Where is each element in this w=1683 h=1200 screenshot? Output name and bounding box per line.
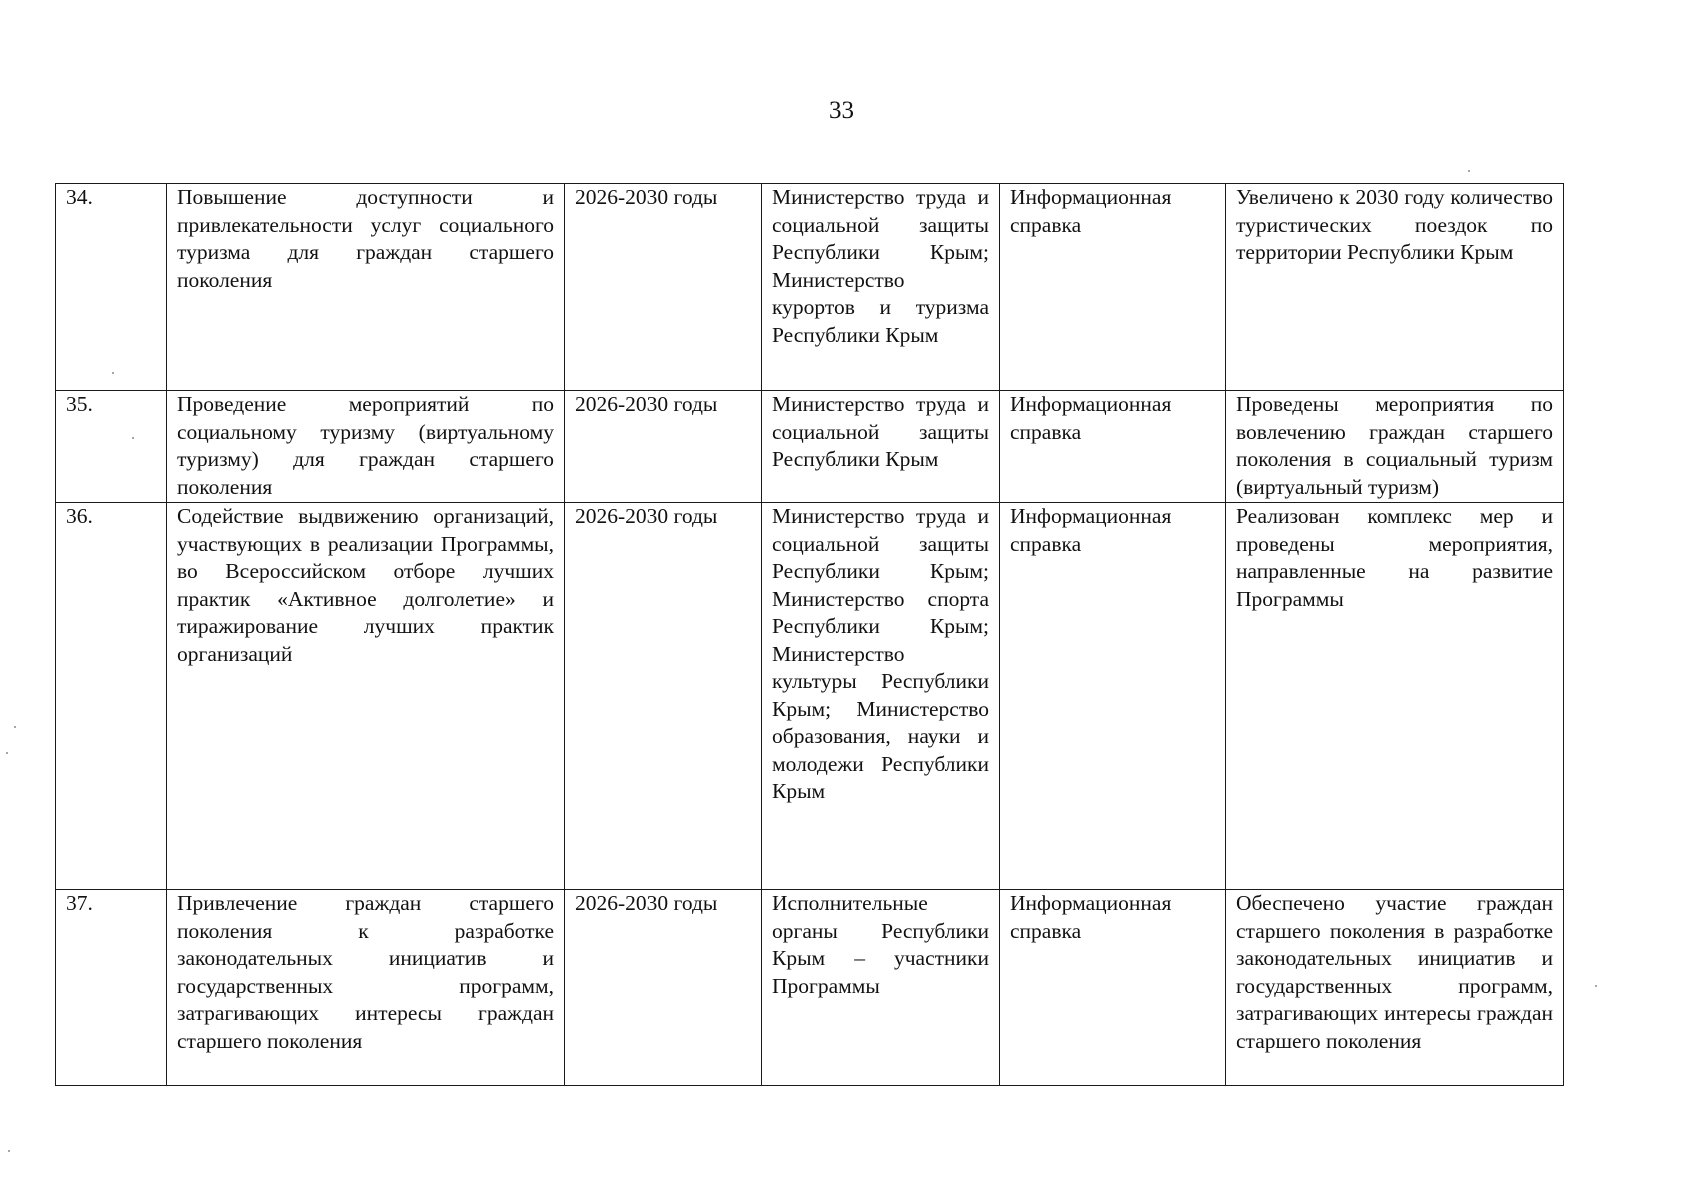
period-cell: 2026-2030 годы	[565, 503, 762, 890]
expected-result-cell: Реализован комплекс мер и проведены мероприятия, направленные на развитие Программы	[1226, 503, 1564, 890]
row-number-cell: 34.	[56, 184, 167, 391]
measure-name-cell: Содействие выдвижению организаций, участвующих в реализации Программы, во Всероссийском отборе лучших практик «Активное долголетие» и тиражирование лучших практик организаций	[167, 503, 565, 890]
report-form-cell: Информационная справка	[1000, 890, 1226, 1086]
scan-speck	[8, 1150, 10, 1152]
table-row	[56, 503, 1564, 890]
expected-result-cell: Увеличено к 2030 году количество туристических поездок по территории Республики Крым	[1226, 184, 1564, 391]
row-number-cell: 36.	[56, 503, 167, 890]
scan-speck	[1468, 170, 1470, 172]
scan-speck	[112, 372, 114, 374]
executors-cell: Министерство труда и социальной защиты Республики Крым	[762, 391, 1000, 503]
report-form-cell: Информационная справка	[1000, 391, 1226, 503]
scan-speck	[1595, 985, 1597, 987]
scan-speck	[14, 726, 16, 728]
measure-name-cell: Привлечение граждан старшего поколения к разработке законодательных инициатив и государственных программ, затрагивающих интересы граждан старшего поколения	[167, 890, 565, 1086]
measure-name-cell: Проведение мероприятий по социальному туризму (виртуальному туризму) для граждан старшего поколения	[167, 391, 565, 503]
scan-speck	[6, 752, 8, 754]
row-number-cell: 35.	[56, 391, 167, 503]
measures-table	[55, 183, 1564, 1086]
report-form-cell: Информационная справка	[1000, 184, 1226, 391]
row-number-cell: 37.	[56, 890, 167, 1086]
period-cell: 2026-2030 годы	[565, 391, 762, 503]
period-cell: 2026-2030 годы	[565, 184, 762, 391]
table-row	[56, 184, 1564, 391]
expected-result-cell: Проведены мероприятия по вовлечению граждан старшего поколения в социальный туризм (виртуальный туризм)	[1226, 391, 1564, 503]
measure-name-cell: Повышение доступности и привлекательности услуг социального туризма для граждан старшего поколения	[167, 184, 565, 391]
executors-cell: Исполнительные органы Республики Крым – участники Программы	[762, 890, 1000, 1086]
executors-cell: Министерство труда и социальной защиты Республики Крым; Министерство курортов и туризма Республики Крым	[762, 184, 1000, 391]
period-cell: 2026-2030 годы	[565, 890, 762, 1086]
executors-cell: Министерство труда и социальной защиты Республики Крым; Министерство спорта Республики Крым; Министерство культуры Республики Крым; Министерство образования, науки и молодежи Республики Крым	[762, 503, 1000, 890]
report-form-cell: Информационная справка	[1000, 503, 1226, 890]
scan-speck	[132, 437, 134, 439]
page-number: 33	[829, 97, 854, 124]
table-row	[56, 890, 1564, 1086]
expected-result-cell: Обеспечено участие граждан старшего поколения в разработке законодательных инициатив и государственных программ, затрагивающих интересы граждан старшего поколения	[1226, 890, 1564, 1086]
table-row	[56, 391, 1564, 503]
